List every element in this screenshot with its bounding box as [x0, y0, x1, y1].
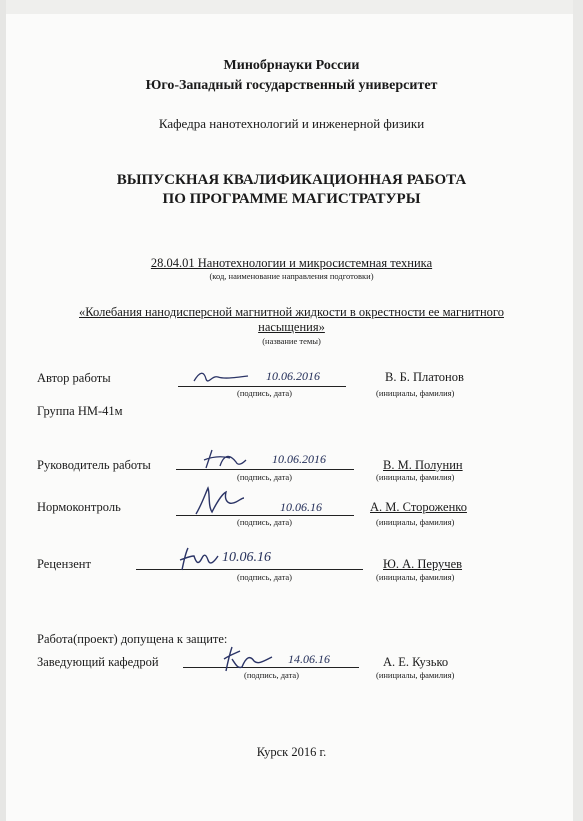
specialty-line — [0, 256, 583, 271]
reviewer-date: 10.06.16 — [222, 550, 271, 565]
reviewer-name-caption: (инициалы, фамилия) — [376, 572, 455, 582]
author-signature-mark — [192, 367, 252, 389]
author-name-caption: (инициалы, фамилия) — [376, 388, 455, 398]
head-name: А. Е. Кузько — [383, 655, 449, 669]
reviewer-signature-mark — [176, 544, 220, 574]
specialty-caption: (код, наименование направления подготовки) — [209, 271, 374, 281]
supervisor-name-caption: (инициалы, фамилия) — [376, 472, 455, 482]
supervisor-signature-mark — [200, 446, 248, 472]
supervisor-date: 10.06.2016 — [272, 452, 326, 466]
author-label: Автор работы — [37, 371, 111, 385]
group-label: Группа НМ-41м — [37, 404, 123, 418]
head-label: Заведующий кафедрой — [37, 655, 159, 669]
supervisor-name: В. М. Полунин — [383, 458, 463, 472]
normcontrol-signature-mark — [192, 484, 246, 518]
admission-label: Работа(проект) допущена к защите: — [37, 632, 228, 646]
topic-caption: (название темы) — [262, 336, 321, 346]
reviewer-signature-line — [136, 569, 363, 570]
normcontrol-signature-caption: (подпись, дата) — [237, 517, 293, 527]
ministry-heading: Минобрнауки России — [223, 58, 360, 73]
document-title-line2: ПО ПРОГРАММЕ МАГИСТРАТУРЫ — [162, 191, 421, 207]
department-heading: Кафедра нанотехнологий и инженерной физики — [158, 116, 425, 131]
head-name-caption: (инициалы, фамилия) — [376, 670, 455, 680]
supervisor-label: Руководитель работы — [37, 458, 151, 472]
author-date: 10.06.2016 — [266, 369, 320, 383]
scan-edge-top — [0, 0, 583, 14]
reviewer-label: Рецензент — [37, 557, 91, 571]
head-signature-caption: (подпись, дата) — [244, 670, 300, 680]
specialty-value: 28.04.01 Нанотехнологии и микросистемная техника — [150, 256, 433, 270]
author-signature-caption: (подпись, дата) — [237, 388, 293, 398]
document-title-line1: ВЫПУСКНАЯ КВАЛИФИКАЦИОННАЯ РАБОТА — [116, 172, 467, 188]
topic-line2: насыщения» — [258, 320, 325, 334]
reviewer-name: Ю. А. Перучев — [383, 557, 463, 571]
city-year: Курск 2016 г. — [256, 745, 327, 759]
university-heading: Юго-Западный государственный университет — [145, 78, 438, 93]
head-date: 14.06.16 — [288, 652, 330, 666]
normcontrol-label: Нормоконтроль — [37, 500, 121, 514]
normcontrol-date: 10.06.16 — [280, 500, 322, 514]
topic-line1: «Колебания нанодисперсной магнитной жидкости в окрестности ее магнитного — [79, 305, 504, 319]
reviewer-signature-caption: (подпись, дата) — [237, 572, 293, 582]
normcontrol-name-caption: (инициалы, фамилия) — [376, 517, 455, 527]
author-name: В. Б. Платонов — [385, 370, 464, 384]
normcontrol-name: А. М. Стороженко — [370, 500, 467, 514]
supervisor-signature-caption: (подпись, дата) — [237, 472, 293, 482]
